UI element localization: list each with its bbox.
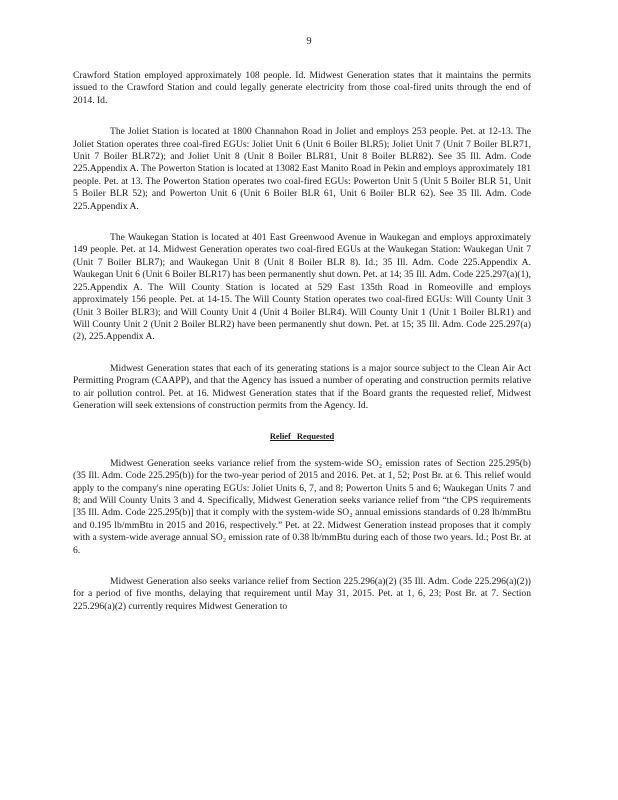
document-body	[73, 70, 531, 632]
paragraph-so2-variance-relief: Midwest Generation seeks variance relief from the system-wide SO₂ emission rates of Section 225.295(b) (35 Ill. Adm. Code 225.295(b)) for the two-year period of 2015 and 2016. Pet. at 1, 52; Post Br. at 6. This relief would apply to the company's nine operating EGUs: Joliet Units 6, 7, and 8; Powerton Units 5 and 6; Waukegan Units 7 and 8; and Will County Units 3 and 4. Specifically, Midwest Generation seeks variance relief from “the CPS requirements [35 Ill. Adm. Code 225.295(b)] that it comply with the system-wide SO₂ annual emissions standards of 0.28 lb/mmBtu and 0.195 lb/mmBtu in 2015 and 2016, respectively.” Pet. at 22. Midwest Generation instead proposes that it comply with a system-wide average annual SO₂ emission rate of 0.38 lb/mmBtu during each of those two years. Id.; Post Br. at 6.	[73, 457, 531, 556]
paragraph-crawford-station: Crawford Station employed approximately 108 people. Id. Midwest Generation states that it maintains the permits issued to the Crawford Station and could legally generate electricity from those coal-fired units through the end of 2014. Id.	[73, 70, 531, 106]
paragraph-joliet-powerton-stations: The Joliet Station is located at 1800 Channahon Road in Joliet and employs 253 people. Pet. at 12-13. The Joliet Station operates three coal-fired EGUs: Joliet Unit 6 (Unit 6 Boiler BLR5); Joliet Unit 7 (Unit 7 Boiler BLR71, Unit 7 Boiler BLR72); and Joliet Unit 8 (Unit 8 Boiler BLR81, Unit 8 Boiler BLR82). See 35 Ill. Adm. Code 225.Appendix A. The Powerton Station is located at 13082 East Manito Road in Pekin and employs approximately 181 people. Pet. at 13. The Powerton Station operates two coal-fired EGUs: Powerton Unit 5 (Unit 5 Boiler BLR 51, Unit 5 Boiler BLR 52); and Powerton Unit 6 (Unit 6 Boiler BLR 61, Unit 6 Boiler BLR 62). See 35 Ill. Adm. Code 225.Appendix A.	[73, 126, 531, 212]
paragraph-waukegan-will-county-stations: The Waukegan Station is located at 401 East Greenwood Avenue in Waukegan and employs approximately 149 people. Pet. at 14. Midwest Generation operates two coal-fired EGUs at the Waukegan Station: Waukegan Unit 7 (Unit 7 Boiler BLR7); and Waukegan Unit 8 (Unit 8 Boiler BLR 8). Id.; 35 Ill. Adm. Code 225.Appendix A. Waukegan Unit 6 (Unit 6 Boiler BLR17) has been permanently shut down. Pet. at 14; 35 Ill. Adm. Code 225.297(a)(1), 225.Appendix A. The Will County Station is located at 529 East 135th Road in Romeoville and employs approximately 156 people. Pet. at 14-15. The Will County Station operates two coal-fired EGUs: Will County Unit 3 (Unit 3 Boiler BLR3); and Will County Unit 4 (Unit 4 Boiler BLR4). Will County Unit 1 (Unit 1 Boiler BLR1) and Will County Unit 2 (Unit 2 Boiler BLR2) have been permanently shut down. Pet. at 15; 35 Ill. Adm. Code 225.297(a)(2), 225.Appendix A.	[73, 232, 531, 343]
section-heading-relief-requested: Relief Requested	[269, 432, 335, 442]
paragraph-caapp-permits: Midwest Generation states that each of its generating stations is a major source subject to the Clean Air Act Permitting Program (CAAPP), and that the Agency has issued a number of operating and construction permits relative to air pollution control. Pet. at 16. Midwest Generation states that if the Board grants the requested relief, Midwest Generation will seek extensions of construction permits from the Agency. Id.	[73, 362, 531, 411]
paragraph-section-225-296-relief: Midwest Generation also seeks variance relief from Section 225.296(a)(2) (35 Ill. Adm. Code 225.296(a)(2)) for a period of five months, delaying that requirement until May 31, 2015. Pet. at 1, 6, 23; Post Br. at 7. Section 225.296(a)(2) currently requires Midwest Generation to	[73, 576, 531, 612]
page-number: 9	[306, 36, 312, 47]
